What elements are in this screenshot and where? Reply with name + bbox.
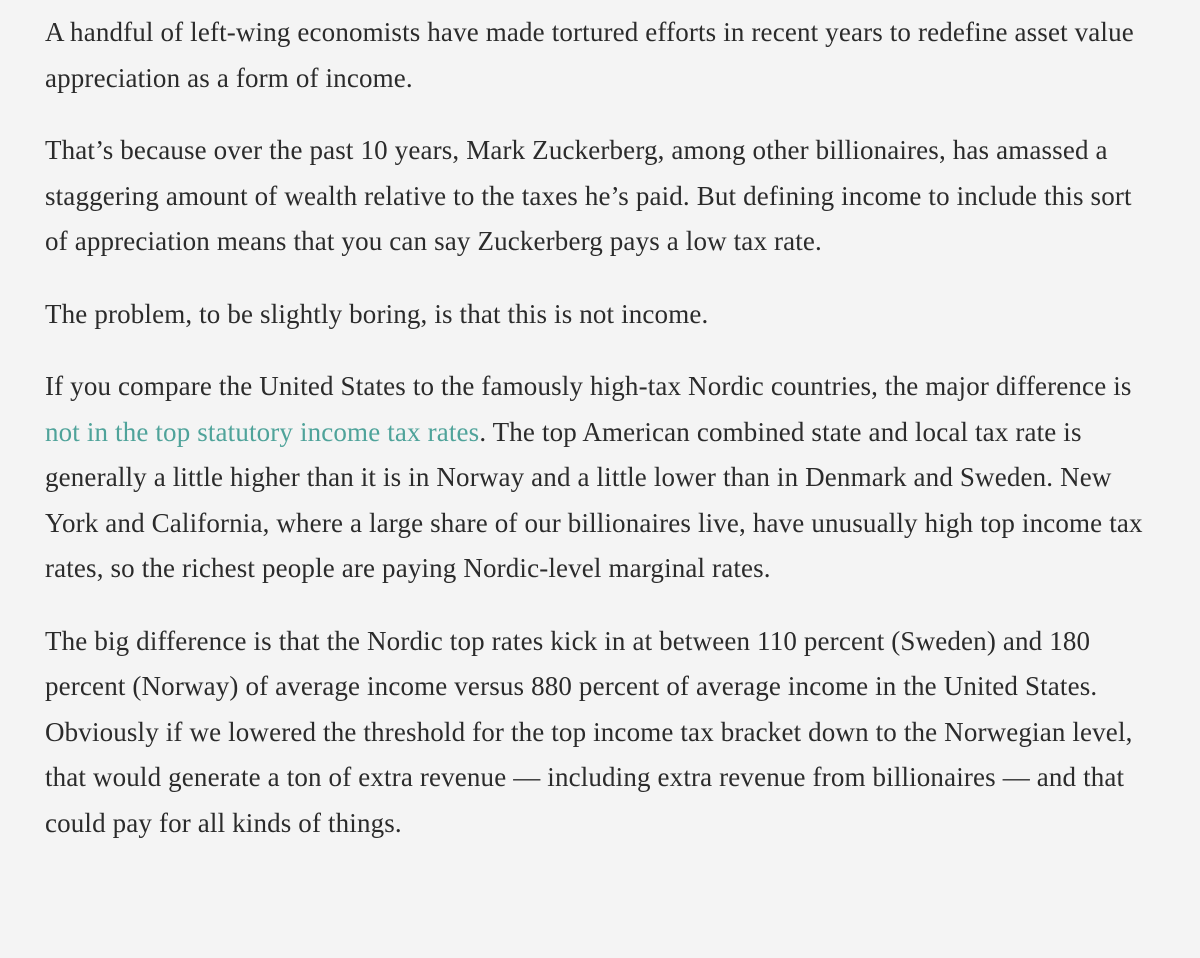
paragraph-big-difference: The big difference is that the Nordic top rates kick in at between 110 percent (Sweden) and 180 percent (Norway) of average income versus 880 percent of average income in the United States. Obviously if we lowered the threshold for the top income tax bracket down to the Norwegian level, that would generate a ton of extra revenue — including extra revenue from billionaires — and that could pay for all kinds of things. [45, 625, 1133, 838]
paragraph-zuckerberg: That’s because over the past 10 years, Mark Zuckerberg, among other billionaires, has amassed a staggering amount of wealth relative to the taxes he’s paid. But defining income to include this sort of appreciation means that you can say Zuckerberg pays a low tax rate. [45, 135, 1132, 256]
paragraph-asset-appreciation: A handful of left-wing economists have made tortured efforts in recent years to redefine asset value appreciation as a form of income. [45, 17, 1134, 93]
statutory-tax-rates-link[interactable]: not in the top statutory income tax rates [45, 416, 480, 447]
article-body [45, 10, 1155, 873]
nordic-text-before-link: If you compare the United States to the famously high-tax Nordic countries, the major difference is [45, 371, 1132, 401]
nordic-text-after-link: . The top American combined state and local tax rate is generally a little higher than it is in Norway and a little lower than in Denmark and Sweden. New York and California, where a large share of our billionaires live, have unusually high top income tax rates, so the richest people are paying Nordic-level marginal rates. [45, 416, 1143, 583]
paragraph-not-income: The problem, to be slightly boring, is that this is not income. [45, 298, 709, 329]
paragraph-nordic-comparison [45, 364, 1155, 592]
